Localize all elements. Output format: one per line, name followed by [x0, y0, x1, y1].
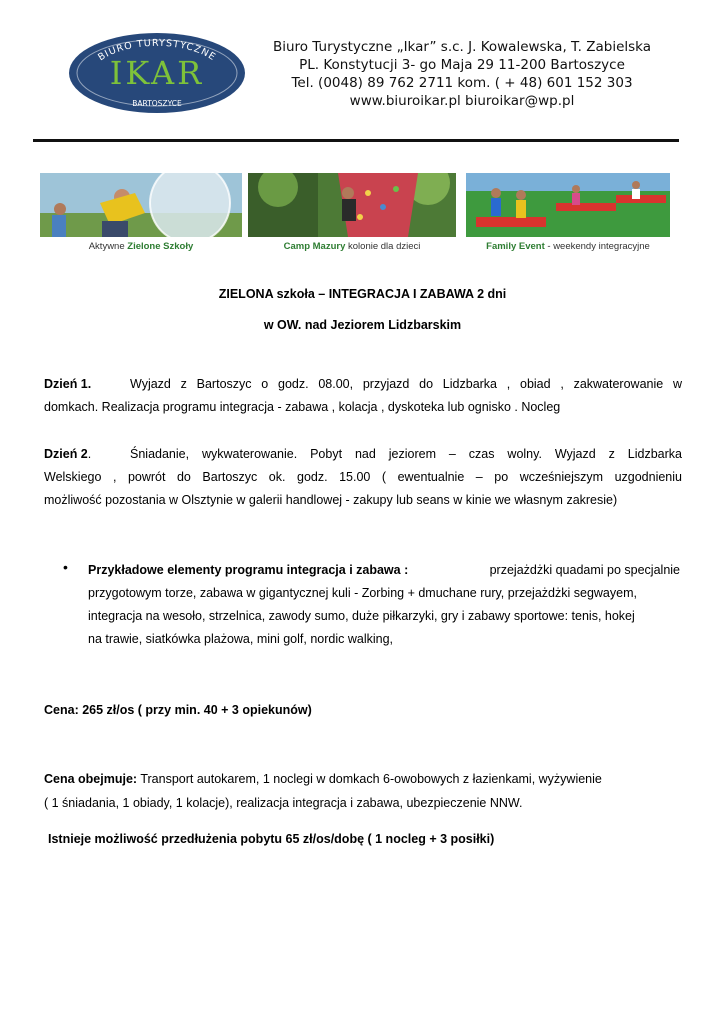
program-line1: przejażdżki quadami po specjalnie: [489, 563, 680, 577]
banner-caption-3-highlight: Family Event: [486, 241, 545, 252]
logo-oval: [68, 32, 246, 114]
banner-caption-2-highlight: Camp Mazury: [283, 241, 346, 252]
day1-line1: Wyjazd z Bartoszyc o godz. 08.00, przyjazd do Lidzbarka , obiad , zakwaterowanie w: [130, 377, 682, 391]
program-line3: integracja na wesoło, strzelnica, zawody sumo, duże piłkarzyki, gry i zabawy sportowe: tenis, hokej: [88, 609, 635, 623]
banner-photo-zielone-szkoly: [40, 173, 242, 237]
banner-photo-camp-mazury: [248, 173, 456, 237]
banner-caption-3-suffix: - weekendy integracyjne: [544, 241, 650, 252]
day2-label: Dzień 2: [44, 447, 88, 461]
logo-bottom-text: BARTOSZYCE: [132, 99, 182, 108]
offer-title: ZIELONA szkoła – INTEGRACJA I ZABAWA 2 dni: [218, 287, 507, 301]
banner-caption-1-prefix: Aktywne: [88, 241, 128, 252]
day1-line2: domkach. Realizacja programu integracja - zabawa , kolacja , dyskoteka lub ognisko . Nocleg: [44, 400, 561, 414]
includes-label: Cena obejmuje:: [44, 772, 138, 786]
header-divider: [33, 139, 679, 142]
banner-caption-1: [40, 241, 242, 252]
program-bullet: •: [63, 559, 68, 575]
price-text: Cena: 265 zł/os ( przy min. 40 + 3 opiekunów): [44, 703, 312, 717]
day2-line1: Śniadanie, wykwaterowanie. Pobyt nad jeziorem – czas wolny. Wyjazd z Lidzbarka: [130, 447, 682, 461]
program-list-item: [88, 559, 680, 651]
banner-caption-2: [248, 241, 456, 252]
day2-label-dot: .: [87, 447, 92, 461]
includes-line1: [44, 772, 602, 786]
company-address: PL. Konstytucji 3- go Maja 29 11-200 Bartoszyce: [299, 57, 625, 73]
company-info: [262, 38, 662, 110]
company-phone: Tel. (0048) 89 762 2711 kom. ( + 48) 601 152 303: [291, 75, 633, 91]
banner-caption-3: [466, 241, 670, 252]
extension-text: Istnieje możliwość przedłużenia pobytu 65 zł/os/dobę ( 1 nocleg + 3 posiłki): [48, 832, 495, 846]
program-line2: przygotowym torze, zabawa w gigantycznej kuli - Zorbing + dmuchane rury, przejażdżki segwayem,: [88, 586, 637, 600]
program-line4: na trawie, siatkówka plażowa, mini golf, nordic walking,: [88, 632, 393, 646]
includes-line1-rest: Transport autokarem, 1 noclegi w domkach 6-owobowych z łazienkami, wyżywienie: [137, 772, 602, 786]
day1-label: Dzień 1.: [44, 377, 92, 391]
logo-main-text: IKAR: [109, 54, 205, 92]
company-web: www.biuroikar.pl biuroikar@wp.pl: [349, 93, 575, 109]
includes-line2: ( 1 śniadania, 1 obiady, 1 kolacje), realizacja integracja i zabawa, ubezpieczenie NNW.: [44, 796, 523, 810]
banner-caption-2-suffix: kolonie dla dzieci: [345, 241, 421, 252]
day1-paragraph: [44, 373, 682, 419]
program-label: Przykładowe elementy programu integracja i zabawa :: [88, 563, 409, 577]
banner-photo-family-event: [466, 173, 670, 237]
day2-line2: Welskiego , powrót do Bartoszyc ok. godz. 15.00 ( ewentualnie – po wcześniejszym uzgodnieniu: [44, 470, 682, 484]
logo-top-text: BIURO TURYSTYCZNE: [96, 37, 218, 64]
company-name: Biuro Turystyczne „Ikar” s.c. J. Kowalewska, T. Zabielska: [272, 39, 652, 55]
day2-paragraph: [44, 443, 682, 512]
offer-subtitle: w OW. nad Jeziorem Lidzbarskim: [263, 318, 462, 332]
banner-caption-1-highlight: Zielone Szkoły: [127, 241, 194, 252]
ikar-logo: [68, 32, 246, 114]
day2-line3: możliwość pozostania w Olsztynie w galerii handlowej - zakupy lub seans w kinie we własnym zakresie): [44, 493, 618, 507]
